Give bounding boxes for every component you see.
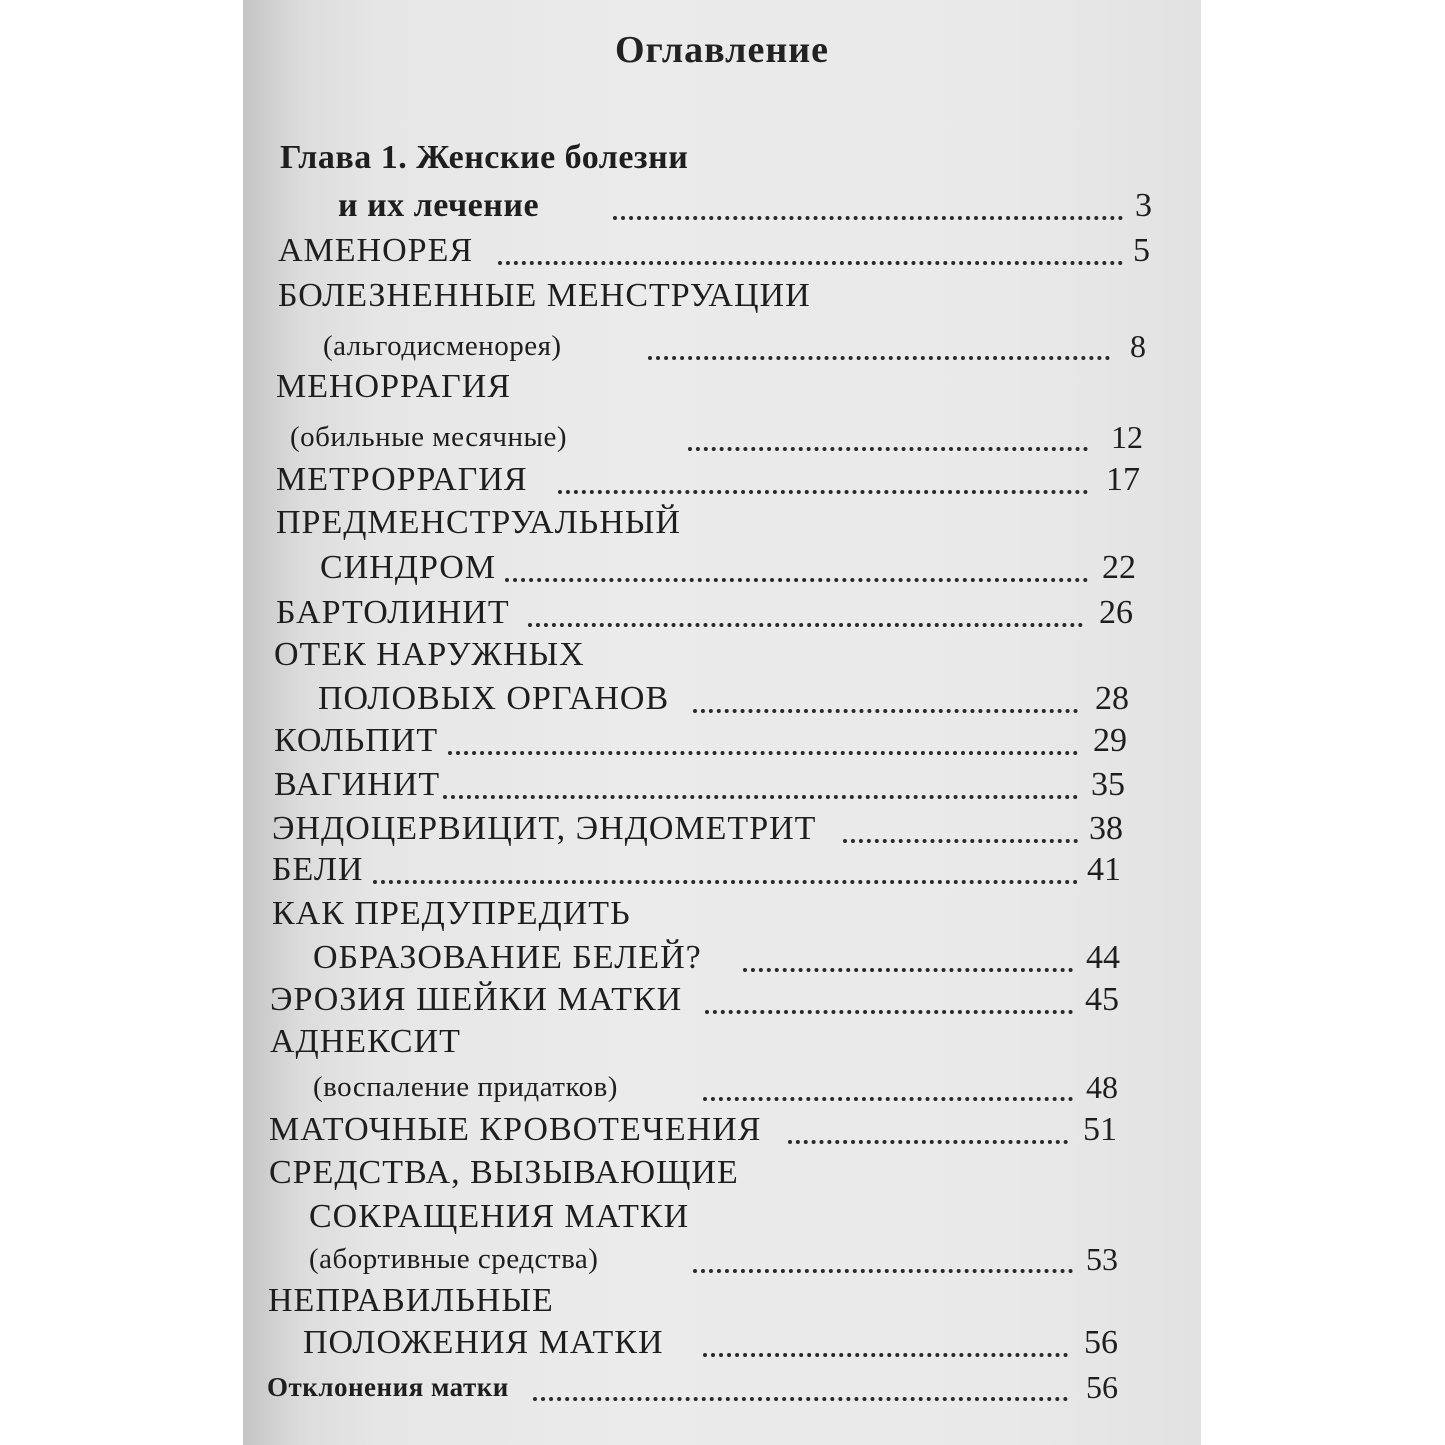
toc-entry [243,1194,1201,1240]
toc-page-number: 53 [1086,1241,1118,1277]
dot-leader [505,578,1088,582]
toc-page-number: 45 [1085,981,1119,1018]
toc-entry-text: СИНДРОМ [320,549,497,586]
dot-leader [528,623,1083,627]
toc-entry [243,718,1201,764]
toc-entry [243,323,1201,369]
toc-entry [243,762,1201,808]
toc-page-number: 38 [1089,810,1123,847]
toc-entry-text: НЕПРАВИЛЬНЫЕ [268,1282,554,1319]
book-page [243,0,1201,1445]
toc-entry [243,632,1201,678]
toc-entry-text: СОКРАЩЕНИЯ МАТКИ [309,1198,690,1235]
toc-entry [243,1320,1201,1366]
toc-page-number: 41 [1087,851,1121,888]
toc-page-number: 44 [1086,939,1120,976]
toc-entry-text: (обильные месячные) [290,421,568,453]
page-title: Оглавление [614,29,830,71]
toc-entry [243,676,1201,722]
toc-entry-text: (абортивные средства) [309,1243,599,1275]
dot-leader [558,490,1088,494]
toc-entry [243,1364,1201,1410]
toc-entry [243,414,1201,460]
toc-entry-text: ОТЕК НАРУЖНЫХ [274,636,585,673]
toc-entry-text: ОБРАЗОВАНИЕ БЕЛЕЙ? [313,939,702,976]
toc-entry [243,1064,1201,1110]
toc-page-number: 8 [1130,328,1146,364]
toc-page-number: 12 [1111,419,1143,455]
toc-entry [243,977,1201,1023]
toc-entry-text: ПРЕДМЕНСТРУАЛЬНЫЙ [276,504,681,541]
toc-entry-text: (воспаление придатков) [313,1071,618,1103]
dot-leader [703,1097,1073,1101]
toc-page-number: 26 [1099,594,1133,631]
toc-entry [243,1107,1201,1153]
dot-leader [693,709,1078,713]
toc-page-number: 17 [1106,461,1140,498]
toc-entry-text: БЕЛИ [272,851,364,888]
toc-page-number: 3 [1135,187,1152,224]
toc-entry [243,500,1201,546]
toc-entry-text: МЕТРОРРАГИЯ [276,461,528,498]
toc-page-number: 5 [1133,232,1150,269]
toc-page-number: 35 [1091,766,1125,803]
toc-entry-text: (альгодисменорея) [323,330,562,362]
toc-entry [243,1278,1201,1324]
toc-entry [243,806,1201,852]
toc-entry [243,1236,1201,1282]
toc-page-number: 22 [1102,549,1136,586]
toc-page-number: 56 [1084,1324,1118,1361]
toc-entry [243,891,1201,937]
toc-entry [243,183,1201,229]
toc-page-number: 28 [1095,680,1129,717]
toc-entry [243,364,1201,410]
toc-entry [243,273,1201,319]
toc-entry [243,545,1201,591]
toc-entry [243,457,1201,503]
toc-entry [243,228,1201,274]
toc-page-number: 48 [1086,1069,1118,1105]
dot-leader [648,356,1110,360]
toc-page-number: 51 [1083,1111,1117,1148]
toc-entry-text: КАК ПРЕДУПРЕДИТЬ [272,895,631,932]
toc-entry [243,1150,1201,1196]
dot-leader [373,880,1078,884]
dot-leader [613,216,1123,220]
toc-page-number: 56 [1086,1369,1118,1405]
toc-entry-text: СРЕДСТВА, ВЫЗЫВАЮЩИЕ [269,1154,739,1191]
toc-page-number: 29 [1093,722,1127,759]
toc-entry-text: АМЕНОРЕЯ [278,232,474,269]
dot-leader [448,751,1078,755]
dot-leader [743,968,1073,972]
toc-entry-text: БОЛЕЗНЕННЫЕ МЕНСТРУАЦИИ [278,277,811,314]
toc-entry-text: АДНЕКСИТ [270,1023,461,1060]
toc-entry-text: ЭРОЗИЯ ШЕЙКИ МАТКИ [270,981,683,1018]
dot-leader [788,1140,1068,1144]
toc-entry [243,590,1201,636]
toc-chapter-title [243,135,1201,181]
dot-leader [498,261,1123,265]
toc-entry [243,935,1201,981]
toc-entry-text: ВАГИНИТ [274,766,441,803]
toc-entry-text: ПОЛОЖЕНИЯ МАТКИ [303,1324,664,1361]
dot-leader [693,1269,1073,1273]
toc-entry-text: БАРТОЛИНИТ [276,594,510,631]
toc-entry-text: и их лечение [338,187,540,224]
toc-entry-text: МЕНОРРАГИЯ [276,368,512,405]
dot-leader [533,1397,1068,1401]
toc-entry-text: ЭНДОЦЕРВИЦИТ, ЭНДОМЕТРИТ [272,810,817,847]
dot-leader [443,795,1078,799]
dot-leader [703,1353,1068,1357]
toc-entry [243,1019,1201,1065]
toc-entry-text: Глава 1. Женские болезни [280,139,689,176]
toc-entry-text: ПОЛОВЫХ ОРГАНОВ [318,680,670,717]
dot-leader [705,1010,1073,1014]
toc-entry [243,847,1201,893]
toc-entry-text: Отклонения матки [267,1372,509,1402]
dot-leader [688,447,1088,451]
toc-entry-text: МАТОЧНЫЕ КРОВОТЕЧЕНИЯ [269,1111,762,1148]
toc-entry-text: КОЛЬПИТ [274,722,439,759]
